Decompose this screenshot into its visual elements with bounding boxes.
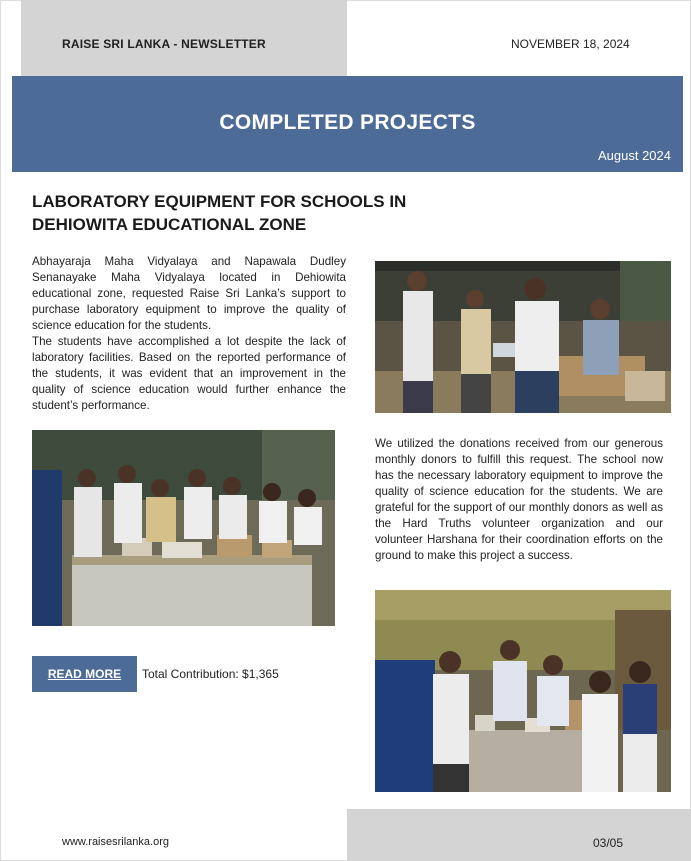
- banner-title: COMPLETED PROJECTS: [219, 111, 476, 134]
- article-paragraph-3: We utilized the donations received from our generous monthly donors to fulfill this request. The school now has the necessary laboratory equipment to improve the quality of science education for the students. We are grateful for the support of our monthly donors as well as the Hard Truths volunteer organization and our volunteer Harshana for their coordination efforts on the ground to make this project a success.: [375, 437, 663, 562]
- photo-equipment-handover: [375, 261, 671, 413]
- article-paragraph-2: The students have accomplished a lot despite the lack of laboratory facilities. Based on the reported performance of the students, it was evident that an improvement in the quality of science education would further enhance the student’s performance.: [32, 335, 346, 412]
- website-link[interactable]: www.raisesrilanka.org: [62, 836, 169, 848]
- footer-tab: [347, 809, 691, 861]
- issue-date: NOVEMBER 18, 2024: [511, 37, 630, 51]
- article-intro: [32, 254, 346, 414]
- photo-students-with-equipment: [32, 430, 335, 626]
- article-heading: LABORATORY EQUIPMENT FOR SCHOOLS IN DEHIOWITA EDUCATIONAL ZONE: [32, 192, 407, 234]
- article-outcome: [375, 436, 663, 564]
- page-number: 03/05: [593, 836, 624, 850]
- banner-month: August 2024: [597, 148, 671, 163]
- section-banner: [12, 76, 683, 172]
- read-more-button[interactable]: READ MORE: [32, 656, 137, 692]
- photo-outdoor-handover: [375, 590, 671, 792]
- article-paragraph-1: Abhayaraja Maha Vidyalaya and Napawala Dudley Senanayake Maha Vidyalaya located in Dehiowita educational zone, requested Raise Sri Lanka’s support to purchase laboratory equipment to improve the quality of science education for the students.: [32, 255, 346, 332]
- newsletter-name: RAISE SRI LANKA - NEWSLETTER: [62, 37, 266, 51]
- total-contribution: Total Contribution: $1,365: [142, 667, 279, 681]
